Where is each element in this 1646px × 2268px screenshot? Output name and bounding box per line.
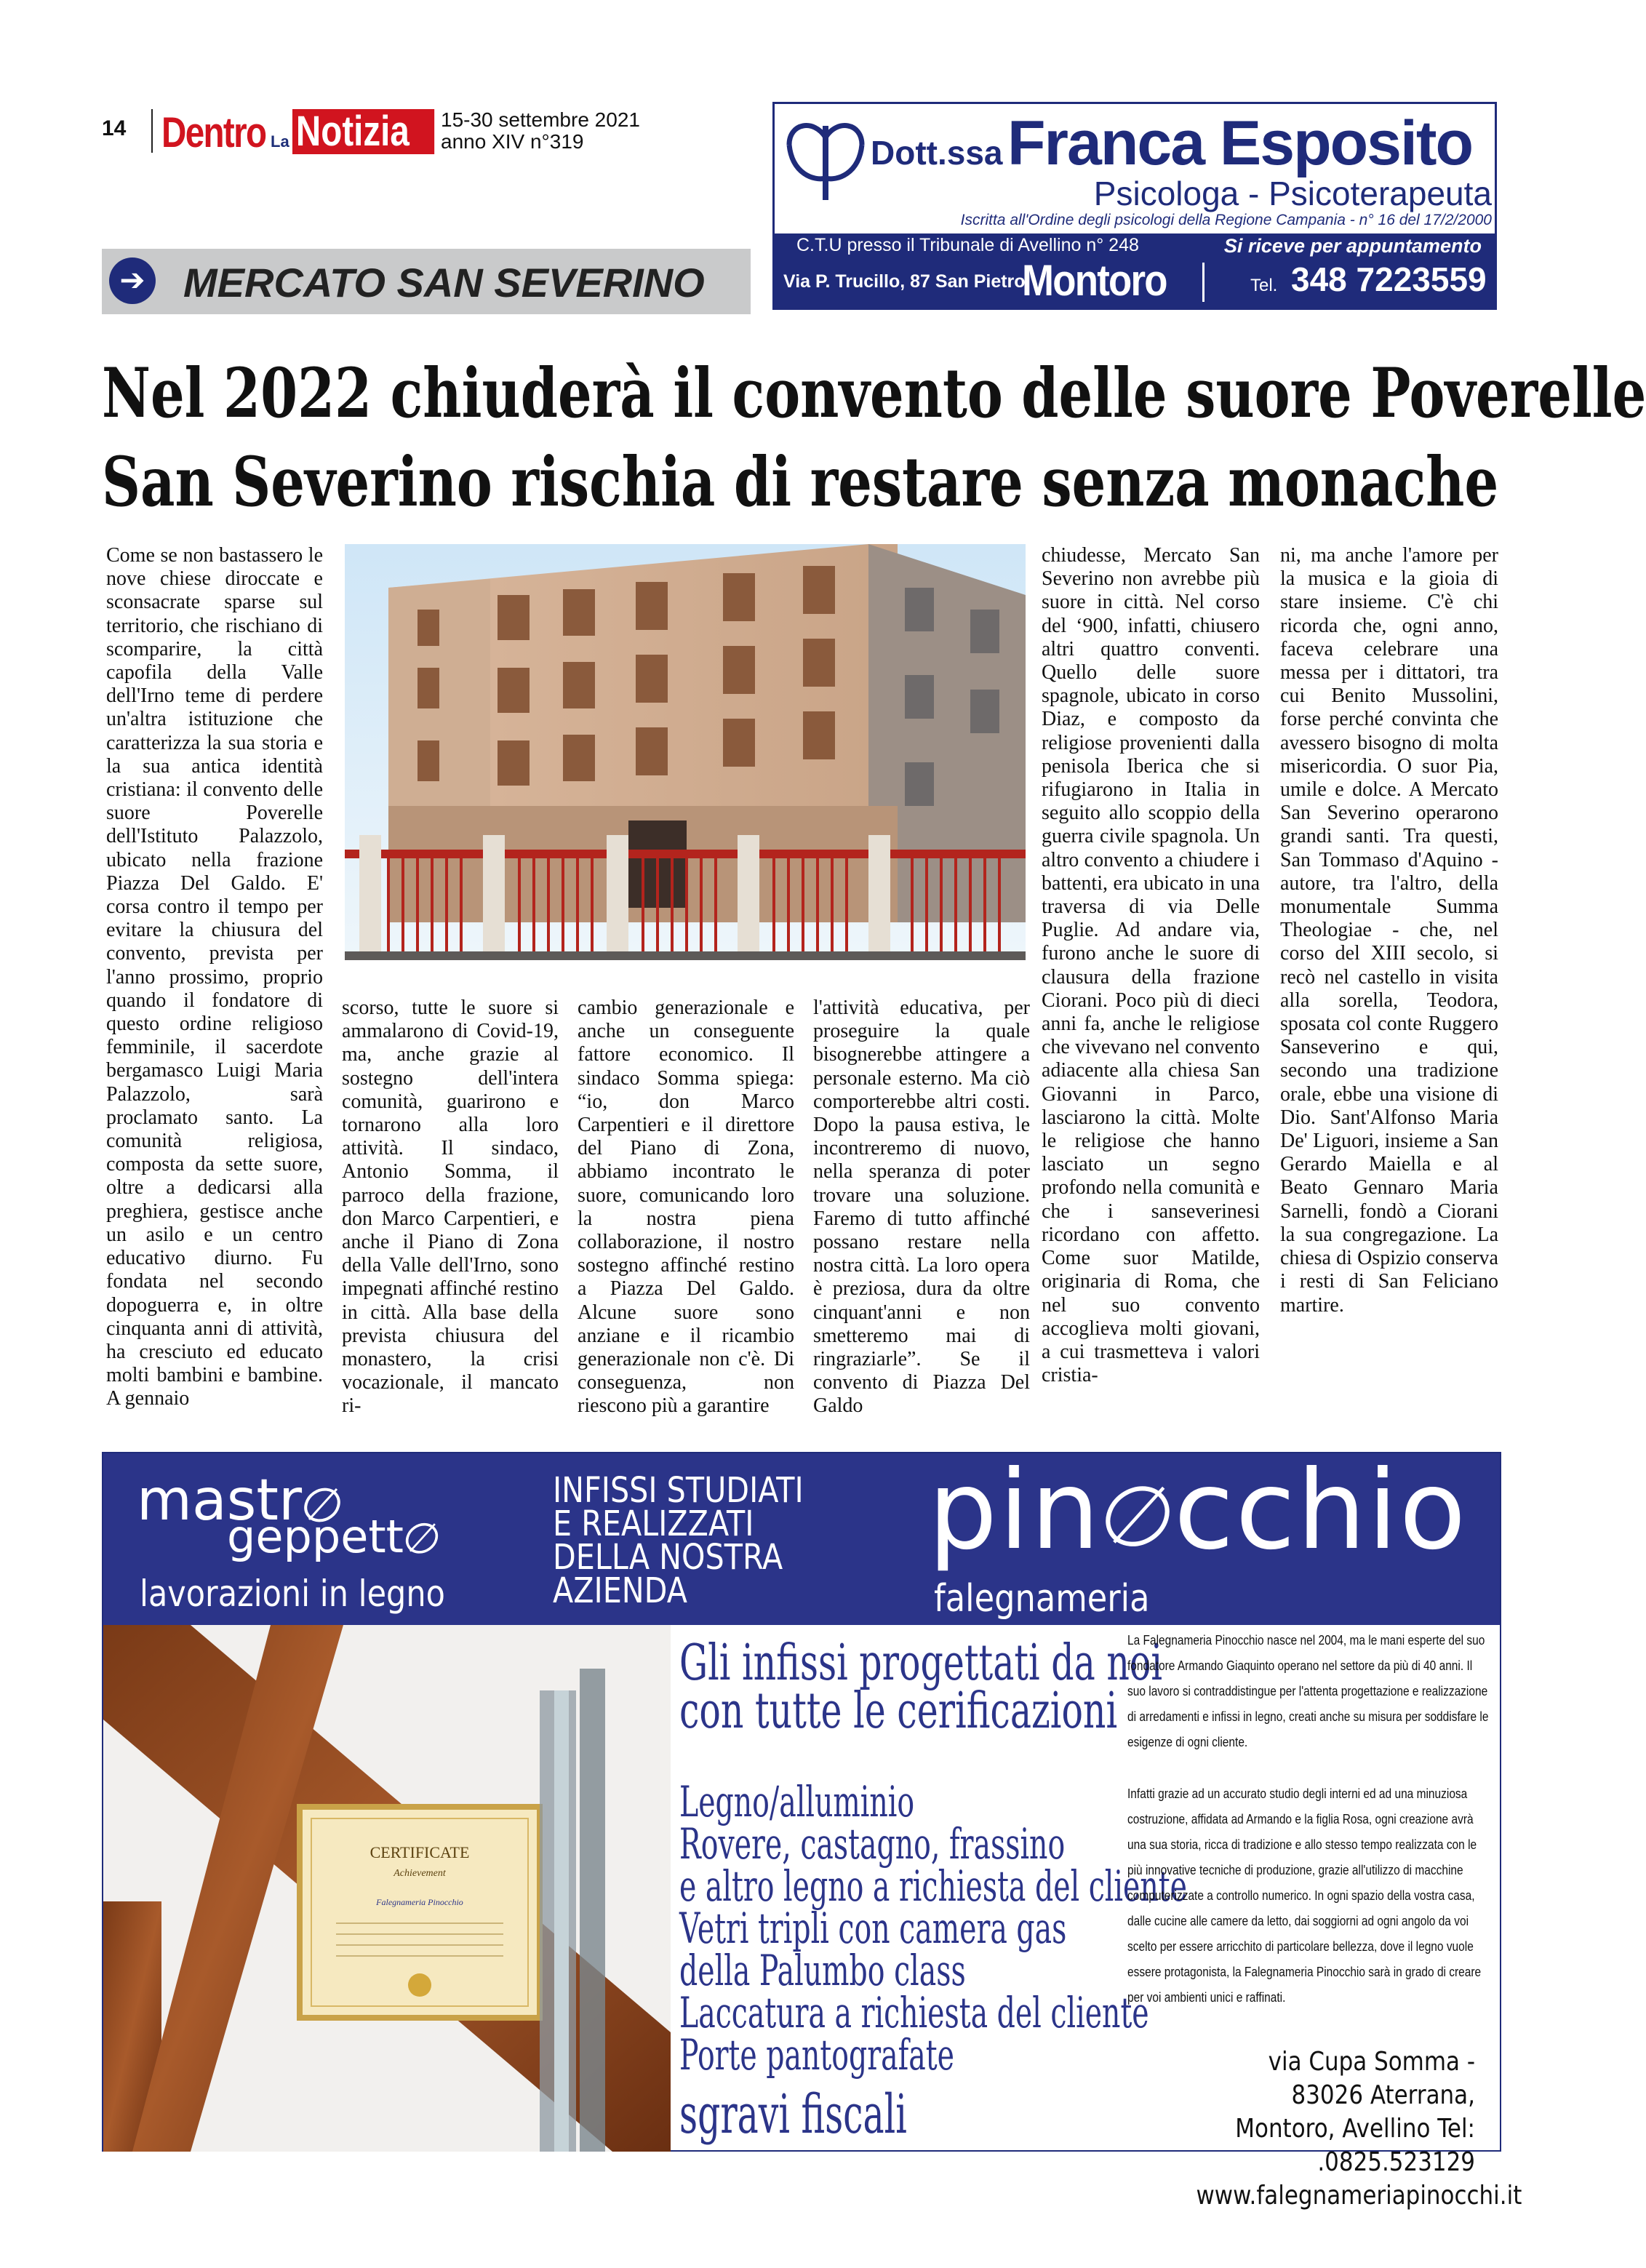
mastro-logo-line-1: mastr — [137, 1468, 343, 1533]
article-column-4 — [813, 997, 1030, 1418]
issue-info — [441, 109, 640, 153]
ad-website-link[interactable]: www.falegnameriapinocchi.it — [1196, 2181, 1522, 2211]
article-text-3: cambio generazionale e anche un conseguente fattore economico. Il sindaco Somma spiega: “io, don Marco Carpentieri e il direttore del Piano di Zona, abbiamo incontrato le suore, comunicando loro la nostra piena collaborazione, il nostro sostegno affinché restino a Piazza Del Galdo. Alcune suore sono anziane e il ricambio generazionale non c'è. Di conseguenza, non riescono più a garantire — [578, 997, 794, 1418]
psychologist-ad[interactable] — [772, 102, 1497, 310]
section-banner — [102, 249, 751, 314]
article-text-6: ni, ma anche l'amore per la musica e la gioia di stare insieme. C'è chi ricorda che, ogni anno, faceva celebrare una messa per i dittatori, tra cui Benito Mussolini, forse perché convinta che avessero bisogno di molta misericordia. O suor Pia, umile e dolce. A Mercato San Severino operarono grandi santi. Tra questi, San Tommaso d'Aquino - autore, tra l'altro, della monumentale Summa Theologiae - che, nel corso del XIII secolo, si recò nel castello in visita alla sorella, Teodora, sposata col conte Ruggero Sanseverino e qui, secondo una tradizione orale, ebbe una visione di Dio. Sant'Alfonso Maria De' Liguori, insieme a San Gerardo Maiella e al Beato Gennaro Maria Sarnelli, fondò a Ciorani la sua congregazione. La chiesa di Ospizio conserva i resti di San Feliciano martire. — [1280, 544, 1498, 1317]
ad-title-line-2: con tutte le cerificazioni — [679, 1682, 1118, 1740]
doctor-town: Montoro — [1022, 256, 1167, 305]
feature-item: e altro legno a richiesta del cliente — [679, 1861, 1187, 1911]
doctor-divider — [1202, 263, 1204, 302]
doctor-role: Psicologa - Psicoterapeuta — [1093, 175, 1492, 212]
article-text-2: scorso, tutte le suore si ammalarono di Covid-19, ma, anche grazie al sostegno dell'intera comunità, guarirono e tornarono alla loro attività. Il sindaco, Antonio Somma, il parroco della frazione, don Marco Carpentieri, e anche il Piano di Zona della Valle dell'Irno, sono impegnati affinché restino in città. Alla base della prevista chiusura del monastero, la crisi vocazionale, il mancato ri- — [342, 997, 559, 1418]
claim-line: DELLA NOSTRA — [553, 1537, 783, 1578]
feature-item: della Palumbo class — [679, 1946, 966, 1995]
feature-item: Vetri tripli con camera gas — [679, 1904, 1067, 1953]
certificate-subtitle: Achievement — [393, 1868, 446, 1879]
feature-item: Legno/alluminio — [679, 1777, 915, 1826]
section-title: MERCATO SAN SEVERINO — [183, 260, 705, 306]
doctor-appointment: Si riceve per appuntamento — [1223, 235, 1482, 257]
article-text-5: chiudesse, Mercato San Severino non avrebbe più suore in città. Nel corso del ‘900, infatti, chiusero altri quattro conventi. Quello delle suore spagnole, ubicato in corso Diaz, e composto da religiose provenienti dalla penisola Iberica che si rifugiarono in Italia in seguito allo scoppio della guerra civile spagnola. Un altro convento a chiudere i battenti, era ubicato in una traversa di via Delle Puglie. Ad andare via, furono anche le suore di clausura della frazione Ciorani. Poco più di dieci anni fa, anche le religiose che vivevano nel convento adiacente alla chiesa San Giovanni in Parco, lasciarono la città. Molte le religiose che hanno lasciato un segno profondo nella comunità e che i sanseverinesi ricordano con affetto. Come suor Matilde, originaria di Roma, che nel suo convento accoglieva molti giovani, a cui trasmetteva i valori cristia- — [1042, 544, 1260, 1387]
mastro-logo-line-2: geppett — [227, 1510, 440, 1563]
doctor-phone[interactable]: 348 7223559 — [1291, 260, 1487, 298]
article-column-3 — [578, 997, 794, 1418]
ad-contact — [1196, 2045, 1522, 2213]
feature-list — [679, 1777, 1188, 2080]
doctor-ctu: C.T.U presso il Tribunale di Avellino n° 248 — [796, 235, 1139, 255]
headline-line-1: Nel 2022 chiuderà il convento delle suore Poverelle — [102, 354, 1646, 434]
article-column-1 — [106, 544, 323, 1411]
feature-item: Porte pantografate — [679, 2030, 954, 2080]
doctor-address: Via P. Trucillo, 87 San Pietro — [783, 271, 1026, 292]
feature-item: Laccatura a richiesta del cliente — [679, 1988, 1149, 2037]
article-column-5 — [1042, 544, 1260, 1387]
doctor-contact-bar — [775, 233, 1495, 308]
ad-address-2[interactable]: Montoro, Avellino Tel: .0825.523129 — [1235, 2114, 1475, 2177]
claim-line: AZIENDA — [553, 1570, 687, 1611]
ad-address-1: via Cupa Somma - 83026 Aterrana, — [1268, 2047, 1475, 2110]
leaf-o-icon — [1101, 1474, 1174, 1554]
mastro-subtitle: lavorazioni in legno — [140, 1573, 445, 1615]
pinocchio-logo: pin cchio — [928, 1448, 1468, 1574]
article-text-1: Come se non bastassero le nove chiese diroccate e sconsacrate sparse sul territorio, che rischiano di scomparire, la città capofila della Valle dell'Irno teme di perdere un'altra istituzione che caratterizza la sua storia e la sua antica identità cristiana: il convento delle suore Poverelle dell'Istituto Palazzolo, ubicato nella frazione Piazza Del Galdo. E' corsa contro il tempo per evitare la chiusura del convento, prevista per l'anno prossimo, proprio quando il fondatore di questo ordine religioso femminile, il sacerdote bergamasco Luigi Maria Palazzolo, sarà proclamato santo. La comunità religiosa, composta da sette suore, oltre a dedicarsi alla preghiera, gestisce anche un asilo e un centro educativo diurno. Fu fondata nel secondo dopoguerra e, in oltre cinquanta anni di attività, ha cresciuto ed educato molti bambini e bambine. A gennaio — [106, 544, 323, 1410]
headline-line-2: San Severino rischia di restare senza monache — [102, 442, 1499, 522]
doctor-tel-label: Tel. — [1250, 276, 1278, 295]
convent-photo — [345, 544, 1026, 960]
claim-line: E REALIZZATI — [553, 1504, 754, 1544]
arrow-right-icon: ➔ — [109, 257, 156, 304]
doctor-registration: Iscritta all'Ordine degli psicologi della Regione Campania - n° 16 del 17/2/2000 — [960, 212, 1492, 228]
ad-features — [679, 1634, 1188, 2146]
ad-description-2: Infatti grazie ad un accurato studio degli interni ed ad una minuziosa costruzione, affidata ad Armando e la figlia Rosa, ogni creazione avrà una sua storia, ricca di tradizione e allo stesso tempo realizzata con le più innovative tecniche di produzione, grazie all'utilizzo di macchine computerizzate a controllo numerico. In ogni spazio della vostra casa, dalle cucine alle camere da letto, dai soggiorni ad ogni angolo da voi scelto per essere arricchito di particolare bellezza, dove il legno vuole essere protagonista, la Falegnameria Pinocchio sarà in grado di creare per voi ambienti unici e raffinati. — [1127, 1786, 1482, 2005]
newspaper-logo[interactable] — [161, 108, 466, 154]
carpentry-ad[interactable] — [102, 1448, 1522, 2211]
doctor-name: Franca Esposito — [1007, 108, 1473, 178]
logo-la: La — [271, 132, 289, 151]
article-text-4: l'attività educativa, per proseguire la quale bisognerebbe attingere a personale esterno. Ma ciò comporterebbe altri costi. Dopo la pausa estiva, le incontreremo di nuovo, nella speranza di poter trovare una soluzione. Faremo di tutto affinché possano restare nella nostra città. La loro opera è preziosa, dura da oltre cinquant'anni e non smetteremo mai di ringraziarle”. Se il convento di Piazza Del Galdo — [813, 997, 1030, 1418]
article-headline — [102, 349, 1646, 527]
ad-header-band — [103, 1448, 1500, 1625]
leaf-o-icon — [404, 1517, 440, 1557]
feature-item: Rovere, castagno, frassino — [679, 1819, 1066, 1869]
logo-dentro: Dentro — [161, 109, 266, 156]
claim-line: INFISSI STUDIATI — [553, 1470, 804, 1511]
convent-building-image — [345, 544, 1026, 960]
ad-description — [1127, 1628, 1491, 2011]
page-number: 14 — [102, 116, 127, 140]
logo-notizia: Notizia — [292, 109, 434, 154]
tax-benefit-text: sgravi fiscali — [679, 2083, 907, 2146]
issue-date: 15-30 settembre 2021 — [441, 108, 640, 131]
psi-logo-icon — [785, 116, 866, 201]
ad-description-1: La Falegnameria Pinocchio nasce nel 2004, ma le mani esperte del suo fondatore Armando Giaquinto operano nel settore da più di 40 anni. Il suo lavoro si contraddistingue per l'attenta progettazione e realizzazione di arredamenti e infissi in legno, creati anche su misura per soddisfare le esigenze di ogni cliente. — [1127, 1633, 1489, 1749]
masthead-divider — [151, 109, 153, 153]
certificate-title: CERTIFICATE — [369, 1843, 470, 1861]
window-frame-image — [103, 1625, 671, 2152]
ad-title-line-1: Gli infissi progettati da noi — [679, 1634, 1163, 1692]
ad-claim — [553, 1470, 804, 1611]
certificate-name: Falegnameria Pinocchio — [376, 1897, 463, 1907]
article-column-2 — [342, 997, 559, 1418]
issue-number: anno XIV n°319 — [441, 130, 584, 153]
pinocchio-subtitle: falegnameria — [934, 1577, 1150, 1621]
article-column-6 — [1280, 544, 1498, 1317]
doctor-title: Dott.ssa — [871, 134, 1003, 172]
